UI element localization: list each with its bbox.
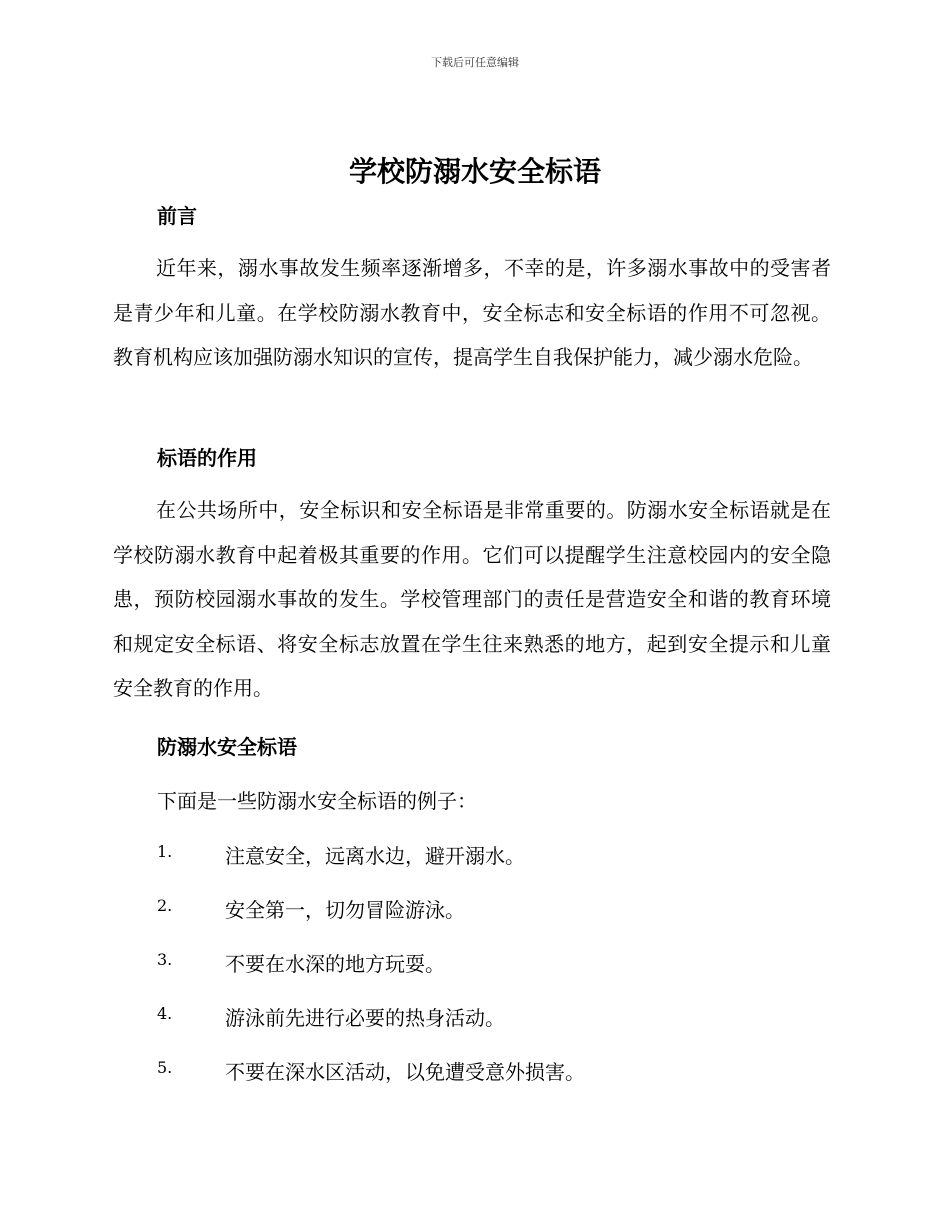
list-item-text: 安全第一，切勿冒险游泳。 [225,898,465,922]
list-item [157,1056,837,1086]
document-title: 学校防溺水安全标语 [348,155,601,188]
list-item-text: 不要在深水区活动，以免遭受意外损害。 [225,1060,585,1084]
paragraph-role: 在公共场所中，安全标识和安全标语是非常重要的。防溺水安全标语就是在学校防溺水教育中起着极其重要的作用。它们可以提醒学生注意校园内的安全隐患，预防校园溺水事故的发生。学校管理部门的责任是营造安全和谐的教育环境和规定安全标语、将安全标志放置在学生往来熟悉的地方，起到安全提示和儿童安全教育的作用。 [113,498,831,700]
section-heading-preface: 前言 [157,204,197,228]
header-note: 下载后可任意编辑 [431,56,519,69]
list-item [157,1002,837,1032]
list-item-number: 5. [157,1058,173,1077]
list-item-number: 1. [157,842,173,861]
paragraph-preface: 近年来，溺水事故发生频率逐渐增多，不幸的是，许多溺水事故中的受害者是青少年和儿童。在学校防溺水教育中，安全标志和安全标语的作用不可忽视。教育机构应该加强防溺水知识的宣传，提高学生自我保护能力，减少溺水危险。 [113,256,831,369]
section-heading-role: 标语的作用 [157,446,257,470]
list-item [157,948,837,978]
list-item-text: 不要在水深的地方玩耍。 [225,952,445,976]
list-item-text: 注意安全，远离水边，避开溺水。 [225,844,525,868]
slogans-intro: 下面是一些防溺水安全标语的例子： [157,789,477,813]
list-item-number: 3. [157,950,173,969]
list-item [157,894,837,924]
list-item-number: 4. [157,1004,173,1023]
list-item [157,840,837,870]
section-heading-slogans: 防溺水安全标语 [157,735,297,759]
list-item-text: 游泳前先进行必要的热身活动。 [225,1006,505,1030]
list-item-number: 2. [157,896,173,915]
